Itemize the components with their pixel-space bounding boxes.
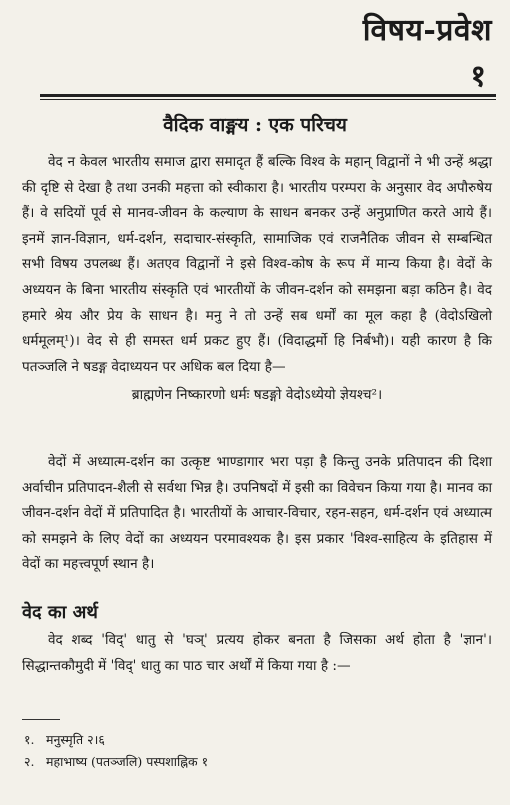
chapter-title: विषय-प्रवेश: [362, 13, 492, 48]
footnote-2: [24, 751, 484, 773]
footnote-text: महाभाष्य (पतञ्जलि) पस्पशाह्निक १: [46, 754, 209, 769]
paragraph-3-text: वेद शब्द 'विद्' धातु से 'घञ्' प्रत्यय होकर बनता है जिसका अर्थ होता है 'ज्ञान'। सिद्धान्तकौमुदी में 'विद्' धातु का पाठ चार अर्थों में किया गया है :—: [22, 632, 492, 674]
subsection-block: [22, 628, 492, 679]
footnotes: [24, 729, 484, 773]
footnote-text: मनुस्मृति २।६: [46, 732, 105, 747]
paragraph-2-text: वेदों में अध्यात्म-दर्शन का उत्कृष्ट भाण्डागार भरा पड़ा है किन्तु उनके प्रतिपादन की दिशा अर्वाचीन प्रतिपादन-शैली से सर्वथा भिन्न है। उपनिषदों में इसी का विवेचन किया गया है। मानव का जीवन-दर्शन वेदों में प्रतिपादित है। भारतीयों के आचार-विचार, रहन-सहन, धर्म-दर्शन एवं अध्यात्म को समझने के लिए वेदों का अध्ययन परमावश्यक है। इस प्रकार 'विश्व-साहित्य के इतिहास में वेदों का महत्त्वपूर्ण स्थान है।: [22, 454, 492, 573]
paragraph-2: [22, 450, 492, 578]
section-heading: वैदिक वाङ्मय : एक परिचय: [163, 114, 347, 136]
footnote-1: [24, 729, 484, 751]
header-rule: [40, 94, 496, 100]
footnote-number: १.: [24, 732, 35, 747]
paragraph-1-text: वेद न केवल भारतीय समाज द्वारा समादृत हैं बल्कि विश्व के महान् विद्वानों ने भी उन्हें श्रद्धा की दृष्टि से देखा है तथा उनकी महत्ता को स्वीकारा है। भारतीय परम्परा के अनुसार वेद अपौरुषेय हैं। वे सदियों पूर्व से मानव-जीवन के कल्याण के साधन बनकर उन्हें अनुप्राणित करते आये हैं। इनमें ज्ञान-विज्ञान, धर्म-दर्शन, सदाचार-संस्कृति, सामाजिक एवं राजनैतिक जीवन से सम्बन्धित सभी विषय उपलब्ध हैं। अतएव विद्वानों ने इसे विश्व-कोष के रूप में मान्य किया है। वेदों के अध्ययन के बिना भारतीय संस्कृति एवं भारतीयों के जीवन-दर्शन को समझना बड़ा कठिन है। वेद हमारे श्रेय और प्रेय के साधन है। मनु ने तो उन्हें सब धर्मों का मूल कहा है (वेदोऽखिलो धर्ममूलम्¹)। वेद से ही समस्त धर्म प्रकट हुए हैं। (विदाद्धर्मो हि निर्बभौ)। यही कारण है कि पतञ्जलि ने षडङ्ग वेदाध्ययन पर अधिक बल दिया है—: [22, 154, 492, 375]
page-number: १: [470, 59, 486, 94]
paragraph-1: [22, 150, 492, 380]
second-block: [22, 450, 492, 578]
intro-block: [22, 150, 492, 408]
subsection-heading: वेद का अर्थ: [22, 602, 98, 623]
footnote-number: २.: [24, 754, 35, 769]
footnote-rule: [22, 719, 60, 720]
paragraph-3: [22, 628, 492, 679]
shloka-quote: ब्राह्मणेन निष्कारणो धर्मः षडङ्गो वेदोऽध्येयो ज्ञेयश्च²।: [131, 387, 383, 404]
